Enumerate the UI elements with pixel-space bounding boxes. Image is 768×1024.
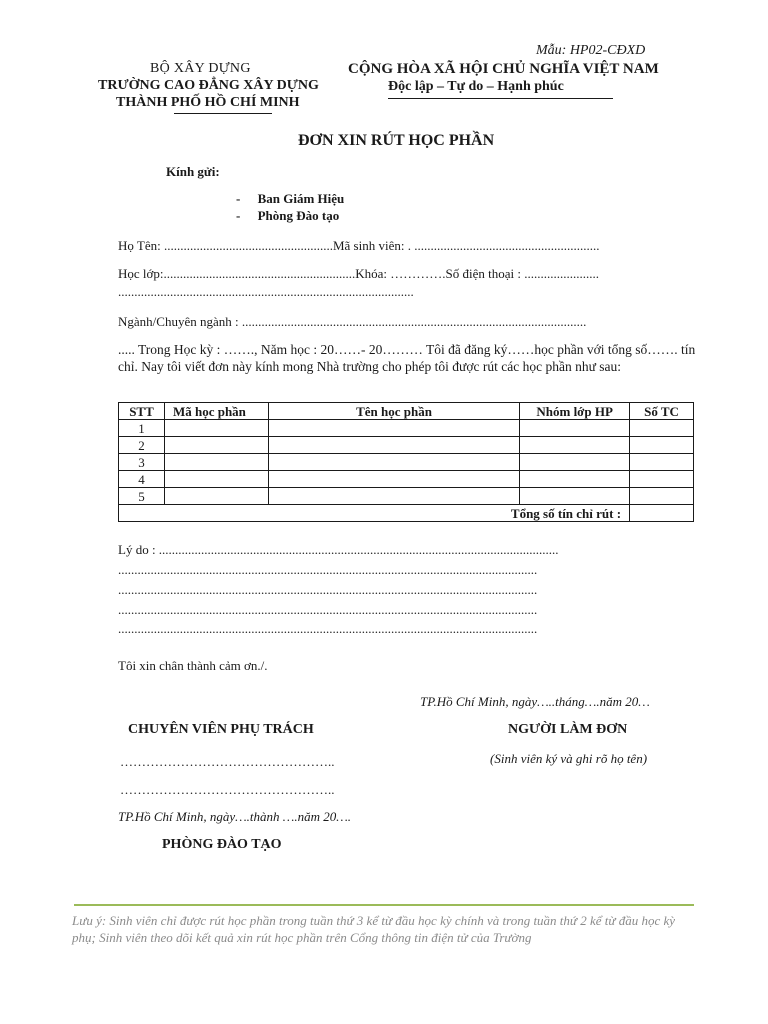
course-name-cell[interactable]: [268, 420, 519, 437]
table-row: [119, 420, 694, 437]
course-code-cell[interactable]: [164, 420, 268, 437]
class-group-cell[interactable]: [520, 488, 630, 505]
credits-cell[interactable]: [630, 437, 694, 454]
closing-text: Tôi xin chân thành cảm ơn./.: [118, 658, 268, 673]
course-name-cell[interactable]: [268, 471, 519, 488]
col-header-stt: STT: [119, 403, 165, 420]
class-and-phone-line: Học lớp:...........................................................Khóa: ………….Số điện thoại : .......................: [118, 266, 599, 281]
bullet: -: [236, 208, 241, 223]
recipient-name: Ban Giám Hiệu: [257, 191, 345, 206]
course-code-cell[interactable]: [164, 471, 268, 488]
reason-dotted-line: .................................................................................................................................: [118, 582, 538, 597]
school-name-line2: THÀNH PHỐ HỒ CHÍ MINH: [116, 95, 300, 110]
course-table: [118, 402, 694, 522]
reason-dotted-line: .................................................................................................................................: [118, 621, 538, 636]
footnote: Lưu ý: Sinh viên chỉ được rút học phần trong tuần thứ 3 kể từ đầu học kỳ chính và trong tuần thứ 2 kể từ đầu học kỳ phụ; Sinh viên theo dõi kết quả xin rút học phần trên Cổng thông tin điện tử của Trường: [72, 913, 676, 945]
class-group-cell[interactable]: [520, 454, 630, 471]
form-code: Mẫu: HP02-CĐXD: [536, 43, 646, 58]
semester-paragraph: ..... Trong Học kỳ : ……., Năm học : 20……- 20……… Tôi đã đăng ký……học phần với tổng số……. tín chỉ. Nay tôi viết đơn này kính mong Nhà trường cho phép tôi được rút các học phần như sau:: [118, 342, 696, 374]
ministry-name: BỘ XÂY DỰNG: [150, 61, 251, 76]
row-number: 2: [119, 437, 165, 454]
course-code-cell[interactable]: [164, 454, 268, 471]
course-code-cell[interactable]: [164, 488, 268, 505]
table-row: [119, 454, 694, 471]
table-row: [119, 437, 694, 454]
table-header-row: [119, 403, 694, 420]
recipient-label: Kính gửi:: [166, 164, 220, 179]
row-number: 5: [119, 488, 165, 505]
recipient-item: [236, 191, 344, 207]
officer-dotted-line: …………………………………………..: [120, 754, 335, 769]
credits-cell[interactable]: [630, 454, 694, 471]
col-header-course-code: Mã học phần: [164, 403, 268, 420]
national-motto: Độc lập – Tự do – Hạnh phúc: [388, 79, 564, 94]
credits-cell[interactable]: [630, 420, 694, 437]
row-number: 3: [119, 454, 165, 471]
table-total-row: [119, 505, 694, 522]
recipient-name: Phòng Đào tạo: [257, 208, 340, 223]
officer-title: CHUYÊN VIÊN PHỤ TRÁCH: [128, 722, 314, 737]
date-line-left: TP.Hồ Chí Minh, ngày….thành ….năm 20….: [118, 809, 352, 824]
date-line-right: TP.Hồ Chí Minh, ngày…..tháng….năm 20…: [420, 694, 650, 709]
major-line: Ngành/Chuyên ngành : ..........................................................................................................: [118, 314, 587, 329]
class-line-continuation: ...........................................................................................: [118, 284, 414, 299]
class-group-cell[interactable]: [520, 437, 630, 454]
officer-dotted-line: …………………………………………..: [120, 782, 335, 797]
col-header-credits: Số TC: [630, 403, 694, 420]
table-row: [119, 488, 694, 505]
school-name-line1: TRƯỜNG CAO ĐẲNG XÂY DỰNG: [98, 78, 319, 93]
course-code-cell[interactable]: [164, 437, 268, 454]
course-name-cell[interactable]: [268, 454, 519, 471]
col-header-class-group: Nhóm lớp HP: [520, 403, 630, 420]
row-number: 4: [119, 471, 165, 488]
total-credits-label: Tổng số tín chỉ rút :: [119, 505, 630, 522]
reason-dotted-line: .................................................................................................................................: [118, 562, 538, 577]
table-row: [119, 471, 694, 488]
reason-dotted-line: .................................................................................................................................: [118, 602, 538, 617]
credits-cell[interactable]: [630, 471, 694, 488]
applicant-signature-note: (Sinh viên ký và ghi rõ họ tên): [490, 751, 648, 766]
footer-divider: [74, 904, 694, 906]
class-group-cell[interactable]: [520, 471, 630, 488]
total-credits-cell[interactable]: [630, 505, 694, 522]
name-and-student-id-line: Họ Tên: ....................................................Mã sinh viên: . .........................................................: [118, 238, 600, 253]
bullet: -: [236, 191, 241, 206]
training-office-title: PHÒNG ĐÀO TẠO: [162, 837, 282, 852]
recipient-item: [236, 208, 339, 224]
school-underline: [174, 113, 272, 114]
course-name-cell[interactable]: [268, 437, 519, 454]
page-title: ĐƠN XIN RÚT HỌC PHẦN: [298, 132, 495, 149]
reason-line: Lý do : ...........................................................................................................................: [118, 542, 559, 557]
row-number: 1: [119, 420, 165, 437]
republic-title: CỘNG HÒA XÃ HỘI CHỦ NGHĨA VIỆT NAM: [348, 61, 659, 77]
motto-underline: [388, 98, 613, 99]
course-name-cell[interactable]: [268, 488, 519, 505]
credits-cell[interactable]: [630, 488, 694, 505]
applicant-title: NGƯỜI LÀM ĐƠN: [508, 722, 628, 737]
class-group-cell[interactable]: [520, 420, 630, 437]
col-header-course-name: Tên học phần: [268, 403, 519, 420]
